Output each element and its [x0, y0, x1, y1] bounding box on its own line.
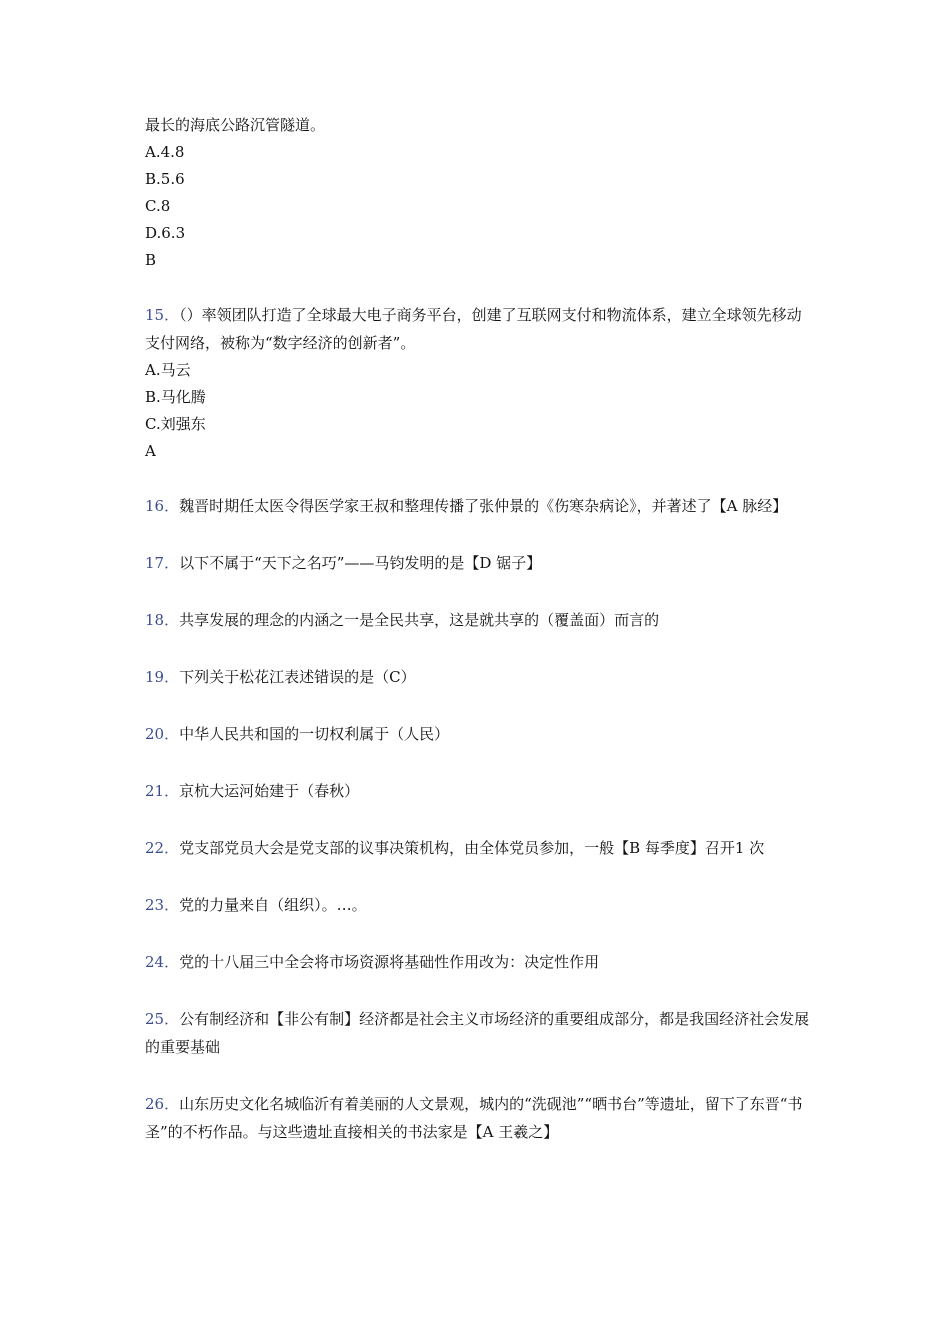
option-b: B.马化腾	[145, 388, 206, 406]
question-14-tail	[145, 112, 810, 274]
question-text: 党的力量来自（组织）。…。	[179, 896, 367, 914]
option-c: C.8	[145, 197, 171, 215]
question-19	[145, 663, 810, 691]
question-text: （）率领团队打造了全球最大电子商务平台，创建了互联网支付和物流体系，建立全球领先移动支付网络，被称为“数字经济的创新者”。	[145, 306, 802, 352]
question-24	[145, 948, 810, 976]
spacer	[145, 274, 810, 301]
option-a: A.4.8	[145, 143, 185, 161]
question-text: 京杭大运河始建于（春秋）	[179, 782, 360, 800]
spacer	[145, 465, 810, 492]
question-text: 山东历史文化名城临沂有着美丽的人文景观，城内的“洗砚池”“晒书台”等遗址，留下了东晋“书圣”的不朽作品。与这些遗址直接相关的书法家是【A 王羲之】	[145, 1095, 803, 1141]
question-22	[145, 834, 810, 862]
question-number: 23．	[145, 896, 180, 914]
question-number: 21．	[145, 782, 180, 800]
question-number: 15．	[145, 306, 180, 324]
question-number: 26．	[145, 1095, 180, 1113]
question-20	[145, 720, 810, 748]
question-text: 以下不属于“天下之名巧”——马钧发明的是【D 锯子】	[179, 554, 542, 572]
document-content	[145, 112, 810, 1146]
question-16	[145, 492, 810, 520]
question-text: 中华人民共和国的一切权利属于（人民）	[179, 725, 450, 743]
question-text: 党的十八届三中全会将市场资源将基础性作用改为：决定性作用	[179, 953, 600, 971]
question-number: 16．	[145, 497, 180, 515]
question-15	[145, 301, 810, 465]
question-text: 下列关于松花江表述错误的是（C）	[179, 668, 416, 686]
question-number: 17．	[145, 554, 180, 572]
question-number: 19．	[145, 668, 180, 686]
option-c: C.刘强东	[145, 415, 206, 433]
question-23	[145, 891, 810, 919]
question-text: 共享发展的理念的内涵之一是全民共享，这是就共享的（覆盖面）而言的	[179, 611, 660, 629]
question-number: 24．	[145, 953, 180, 971]
question-text: 魏晋时期任太医令得医学家王叔和整理传播了张仲景的《伤寒杂病论》，并著述了【A 脉经】	[179, 497, 788, 515]
option-d: D.6.3	[145, 224, 186, 242]
question-number: 25．	[145, 1010, 180, 1028]
question-18	[145, 606, 810, 634]
option-a: A.马云	[145, 361, 191, 379]
question-21	[145, 777, 810, 805]
question-text: 党支部党员大会是党支部的议事决策机构，由全体党员参加，一般【B 每季度】召开1 次	[179, 839, 765, 857]
question-text-block	[145, 301, 810, 357]
question-text: 公有制经济和【非公有制】经济都是社会主义市场经济的重要组成部分，都是我国经济社会发展的重要基础	[145, 1010, 810, 1056]
question-list	[145, 492, 810, 1146]
question-26	[145, 1090, 810, 1146]
answer: A	[145, 442, 156, 460]
question-number: 20．	[145, 725, 180, 743]
question-continuation: 最长的海底公路沉管隧道。	[145, 116, 326, 134]
option-b: B.5.6	[145, 170, 185, 188]
answer: B	[145, 251, 157, 269]
question-number: 22．	[145, 839, 180, 857]
question-25	[145, 1005, 810, 1061]
question-17	[145, 549, 810, 577]
question-number: 18．	[145, 611, 180, 629]
